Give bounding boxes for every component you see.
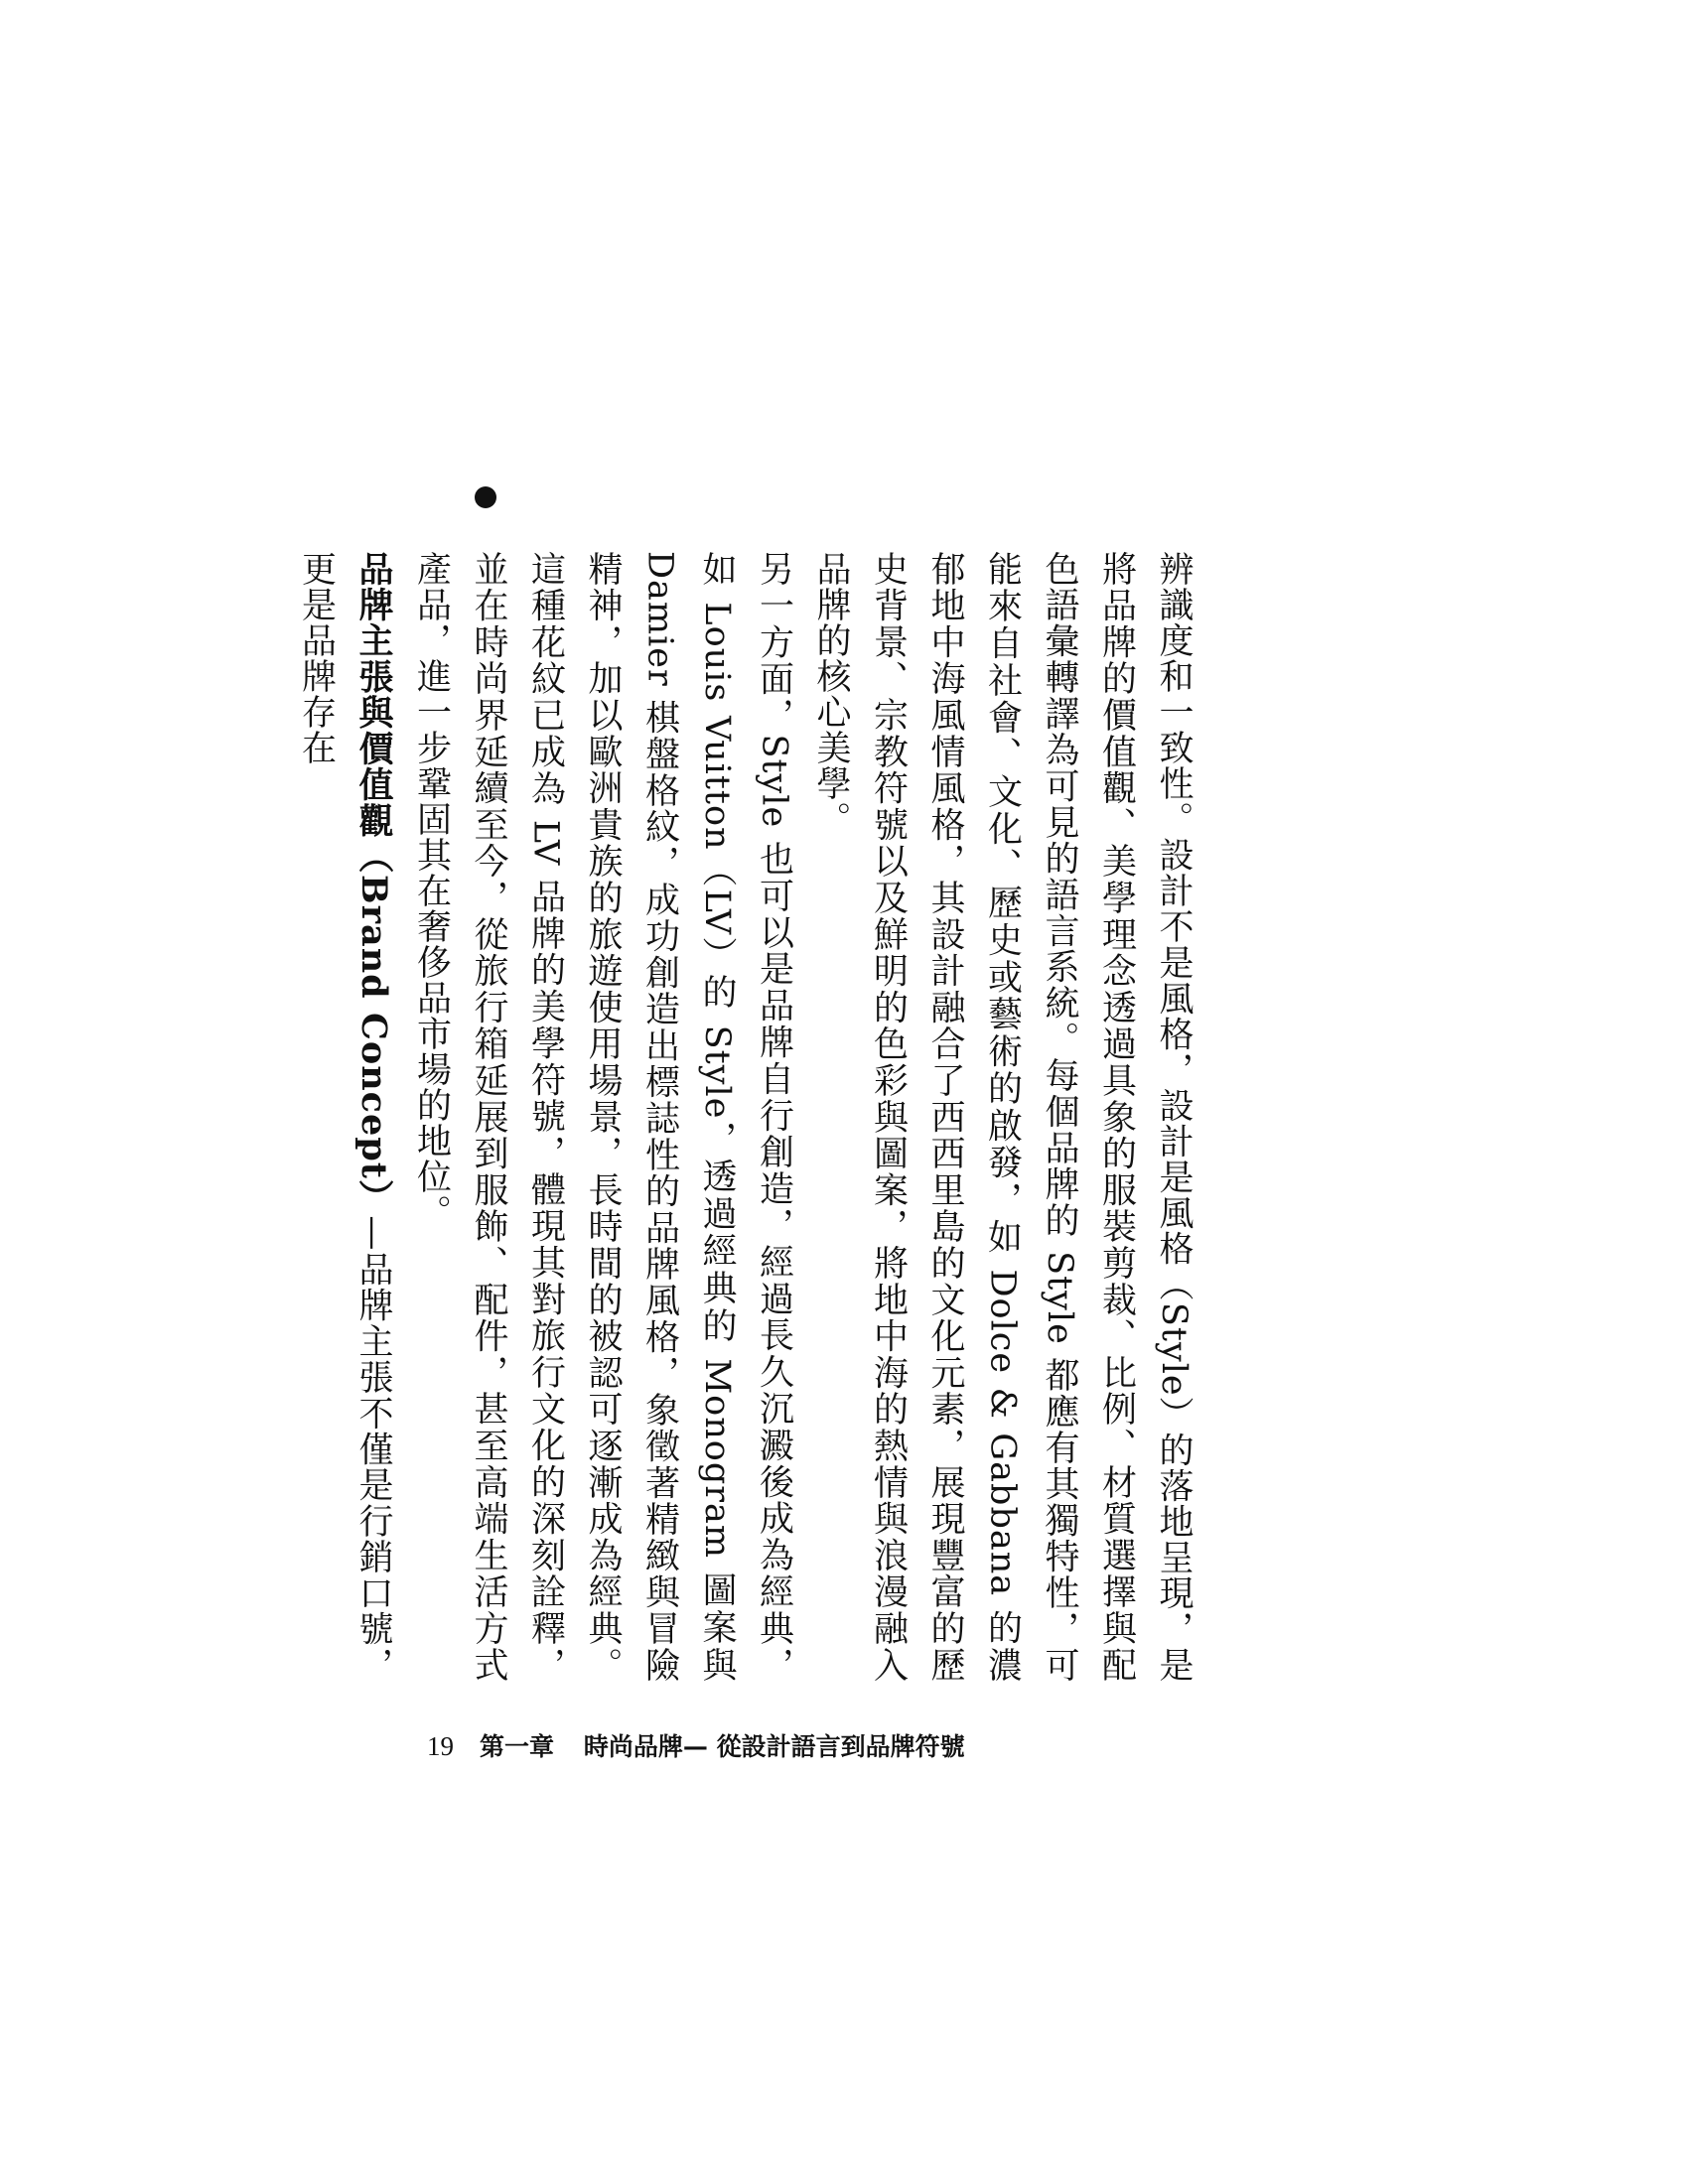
paragraph-1: 辨識度和一致性。設計不是風格，設計是風格（Style）的落地呈現，是將品牌的價值觀、美學理念透過具象的服裝剪裁、比例、材質選擇與配色語彙轉譯為可見的語言系統。每個品牌的 Style 都應有其獨特性，可能來自社會、文化、歷史或藝術的啟發，如 Dolce & Gabbana 的濃郁地中海風情風格，其設計融合了西西里島的文化元素，展現豐富的歷史背景、宗教符號以及鮮明的色彩與圖案，將地中海的熱情與浪漫融入品牌的核心美學。 — [811, 551, 1194, 1683]
page-footer — [427, 1727, 965, 1763]
bullet-paragraph — [287, 551, 402, 1683]
bullet-dash: — — [353, 1215, 393, 1252]
vertical-text-block — [296, 551, 1201, 1684]
bullet-text: 品牌主張不僅是行銷口號，更是品牌存在 — [296, 551, 393, 1684]
page-number: 19 — [427, 1731, 454, 1761]
chapter-label: 第一章 — [479, 1732, 554, 1761]
bullet-dot-icon — [475, 486, 496, 508]
bullet-heading: 品牌主張與價值觀（Brand Concept） — [353, 551, 394, 1216]
chapter-title: 時尚品牌— 從設計語言到品牌符號 — [583, 1732, 965, 1761]
paragraph-2: 另一方面，Style 也可以是品牌自行創造，經過長久沉澱後成為經典，如 Louis Vuitton（LV）的 Style，透過經典的 Monogram 圖案與 Damier 棋盤格紋，成功創造出標誌性的品牌風格，象徵著精緻與冒險精神，加以歐洲貴族的旅遊使用場景，長時間的被認可逐漸成為經典。這種花紋已成為 LV 品牌的美學符號，體現其對旅行文化的深刻詮釋，並在時尚界延續至今，從旅行箱延展到服飾、配件，甚至高端生活方式產品，進一步鞏固其在奢侈品市場的地位。 — [411, 551, 794, 1683]
